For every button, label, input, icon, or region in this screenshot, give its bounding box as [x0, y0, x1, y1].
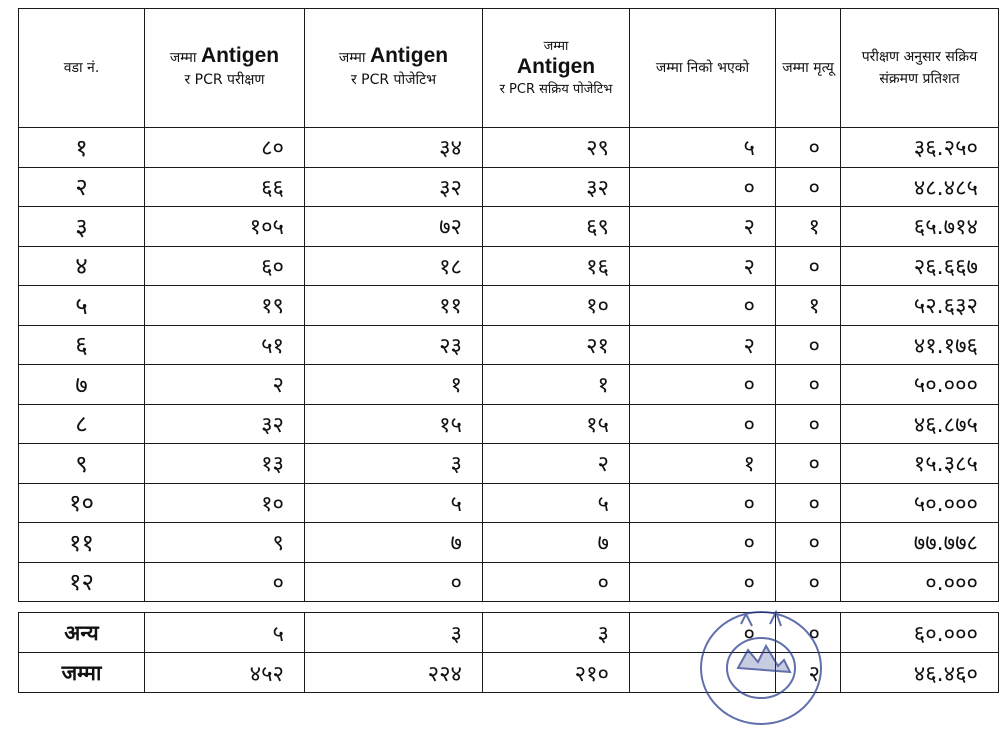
cell-total-tests: ६०: [145, 246, 305, 286]
cell-active-percentage: ६५.७१४: [841, 207, 999, 247]
cell-active-positive: १०: [483, 286, 630, 326]
cell-ward-number: ८: [19, 404, 145, 444]
cell-total-positive: ७२: [305, 207, 483, 247]
cell-deaths: ०: [776, 562, 841, 602]
cell-total-positive: १: [305, 365, 483, 405]
table-row: [19, 444, 999, 484]
cell-total-tests: ०: [145, 562, 305, 602]
other-positive: ३: [305, 613, 483, 653]
cell-total-positive: ११: [305, 286, 483, 326]
cell-total-positive: ०: [305, 562, 483, 602]
other-row: [19, 613, 999, 653]
other-deaths: ०: [776, 613, 841, 653]
cell-deaths: ०: [776, 246, 841, 286]
cell-active-positive: ३२: [483, 167, 630, 207]
table-row: [19, 365, 999, 405]
header-total-positive: जम्मा Antigen र PCR पोजेटिभ: [305, 9, 483, 128]
cell-total-tests: ३२: [145, 404, 305, 444]
cell-ward-number: १०: [19, 483, 145, 523]
cell-recovered: ०: [630, 404, 776, 444]
cell-deaths: ०: [776, 365, 841, 405]
total-label: जम्मा: [19, 653, 145, 693]
cell-deaths: ०: [776, 444, 841, 484]
cell-active-positive: ६९: [483, 207, 630, 247]
table-row: [19, 167, 999, 207]
cell-active-positive: १५: [483, 404, 630, 444]
total-tests: ४५२: [145, 653, 305, 693]
cell-active-percentage: ४६.८७५: [841, 404, 999, 444]
total-row: [19, 653, 999, 693]
table-row: [19, 404, 999, 444]
cell-recovered: २: [630, 207, 776, 247]
total-positive: २२४: [305, 653, 483, 693]
cell-total-tests: १०: [145, 483, 305, 523]
cell-active-positive: ७: [483, 523, 630, 563]
header-active-positive: जम्मा Antigen र PCR सक्रिय पोजेटिभ: [483, 9, 630, 128]
ward-covid-table: [18, 8, 999, 602]
cell-recovered: ०: [630, 167, 776, 207]
header-recovered: जम्मा निको भएको: [630, 9, 776, 128]
cell-active-percentage: ३६.२५०: [841, 128, 999, 168]
table-row: [19, 325, 999, 365]
cell-active-percentage: ५२.६३२: [841, 286, 999, 326]
table-row: [19, 286, 999, 326]
other-percentage: ६०.०००: [841, 613, 999, 653]
cell-recovered: ०: [630, 483, 776, 523]
cell-active-positive: १: [483, 365, 630, 405]
total-deaths: २: [776, 653, 841, 693]
total-percentage: ४६.४६०: [841, 653, 999, 693]
cell-total-tests: ९: [145, 523, 305, 563]
cell-active-positive: ५: [483, 483, 630, 523]
cell-total-tests: २: [145, 365, 305, 405]
cell-total-tests: ६६: [145, 167, 305, 207]
cell-total-positive: ३२: [305, 167, 483, 207]
cell-active-percentage: ७७.७७८: [841, 523, 999, 563]
cell-active-positive: २: [483, 444, 630, 484]
total-recovered: [630, 653, 776, 693]
header-deaths: जम्मा मृत्यू: [776, 9, 841, 128]
cell-active-positive: ०: [483, 562, 630, 602]
cell-ward-number: १२: [19, 562, 145, 602]
cell-recovered: १: [630, 444, 776, 484]
cell-ward-number: ३: [19, 207, 145, 247]
cell-active-percentage: २६.६६७: [841, 246, 999, 286]
cell-deaths: १: [776, 286, 841, 326]
header-active-percentage: परीक्षण अनुसार सक्रिय संक्रमण प्रतिशत: [841, 9, 999, 128]
cell-active-percentage: ४१.१७६: [841, 325, 999, 365]
table-row: [19, 483, 999, 523]
header-ward-number: वडा नं.: [19, 9, 145, 128]
cell-recovered: २: [630, 246, 776, 286]
cell-total-positive: ३: [305, 444, 483, 484]
table-row: [19, 128, 999, 168]
cell-recovered: २: [630, 325, 776, 365]
cell-ward-number: ५: [19, 286, 145, 326]
cell-ward-number: ४: [19, 246, 145, 286]
cell-total-tests: १०५: [145, 207, 305, 247]
cell-total-tests: ८०: [145, 128, 305, 168]
cell-ward-number: २: [19, 167, 145, 207]
cell-total-positive: २३: [305, 325, 483, 365]
cell-deaths: ०: [776, 325, 841, 365]
cell-total-tests: १९: [145, 286, 305, 326]
cell-recovered: ५: [630, 128, 776, 168]
header-row: [19, 9, 999, 128]
other-label: अन्य: [19, 613, 145, 653]
table-row: [19, 207, 999, 247]
cell-recovered: ०: [630, 365, 776, 405]
cell-total-tests: ५१: [145, 325, 305, 365]
cell-recovered: ०: [630, 286, 776, 326]
cell-ward-number: १: [19, 128, 145, 168]
cell-active-percentage: ५०.०००: [841, 365, 999, 405]
cell-total-positive: १८: [305, 246, 483, 286]
cell-deaths: ०: [776, 483, 841, 523]
cell-deaths: १: [776, 207, 841, 247]
cell-total-positive: ७: [305, 523, 483, 563]
table-row: [19, 562, 999, 602]
cell-ward-number: ६: [19, 325, 145, 365]
cell-ward-number: ११: [19, 523, 145, 563]
other-tests: ५: [145, 613, 305, 653]
cell-ward-number: ९: [19, 444, 145, 484]
cell-total-tests: १३: [145, 444, 305, 484]
cell-active-positive: २९: [483, 128, 630, 168]
table-row: [19, 523, 999, 563]
other-recovered: ०: [630, 613, 776, 653]
cell-recovered: ०: [630, 523, 776, 563]
cell-active-percentage: १५.३८५: [841, 444, 999, 484]
cell-active-percentage: ५०.०००: [841, 483, 999, 523]
cell-total-positive: ३४: [305, 128, 483, 168]
cell-recovered: ०: [630, 562, 776, 602]
cell-active-percentage: ०.०००: [841, 562, 999, 602]
cell-ward-number: ७: [19, 365, 145, 405]
total-active: २१०: [483, 653, 630, 693]
cell-deaths: ०: [776, 523, 841, 563]
cell-deaths: ०: [776, 404, 841, 444]
cell-deaths: ०: [776, 128, 841, 168]
summary-table: [18, 612, 999, 693]
cell-active-positive: १६: [483, 246, 630, 286]
header-total-tests: जम्मा Antigen र PCR परीक्षण: [145, 9, 305, 128]
table-row: [19, 246, 999, 286]
cell-total-positive: ५: [305, 483, 483, 523]
cell-deaths: ०: [776, 167, 841, 207]
cell-total-positive: १५: [305, 404, 483, 444]
other-active: ३: [483, 613, 630, 653]
cell-active-positive: २१: [483, 325, 630, 365]
cell-active-percentage: ४८.४८५: [841, 167, 999, 207]
